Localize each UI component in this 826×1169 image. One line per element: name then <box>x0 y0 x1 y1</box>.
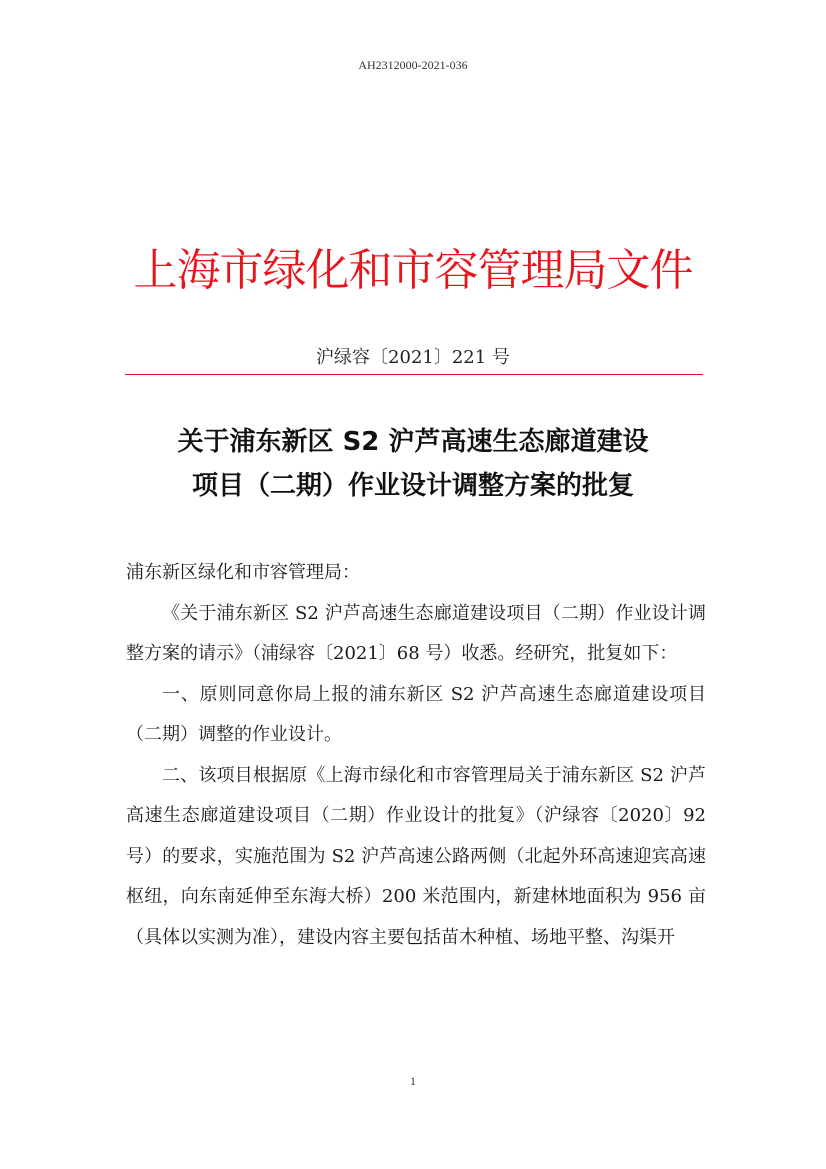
subject-line-1: 关于浦东新区 S2 沪芦高速生态廊道建设 <box>177 427 649 457</box>
issuing-organization-title: 上海市绿化和市容管理局文件 <box>133 245 693 296</box>
addressee: 浦东新区绿化和市容管理局： <box>126 562 360 583</box>
body-paragraph-1: 《关于浦东新区 S2 沪芦高速生态廊道建设项目（二期）作业设计调整方案的请示》（浦绿容〔2021〕68 号）收悉。经研究，批复如下： <box>126 602 706 664</box>
document-body <box>126 553 706 958</box>
body-paragraph-2: 一、原则同意你局上报的浦东新区 S2 沪芦高速生态廊道建设项目（二期）调整的作业设计。 <box>126 683 706 745</box>
subject-line-2: 项目（二期）作业设计调整方案的批复 <box>191 471 634 501</box>
document-number: 沪绿容〔2021〕221 号 <box>316 347 510 368</box>
document-subject <box>100 420 726 508</box>
red-divider-line <box>125 374 703 375</box>
page-number: 1 <box>410 1074 416 1088</box>
document-code: AH2312000-2021-036 <box>358 58 468 72</box>
body-paragraph-3: 二、该项目根据原《上海市绿化和市容管理局关于浦东新区 S2 沪芦高速生态廊道建设项目（二期）作业设计的批复》（沪绿容〔2020〕92 号）的要求，实施范围为 S2 沪芦高速公路两侧（北起外环高速迎宾高速枢纽，向东南延伸至东海大桥）200 米范围内，新建林地面积为 956 亩（具体以实测为准），建设内容主要包括苗木种植、场地平整、沟渠开 <box>126 764 706 948</box>
